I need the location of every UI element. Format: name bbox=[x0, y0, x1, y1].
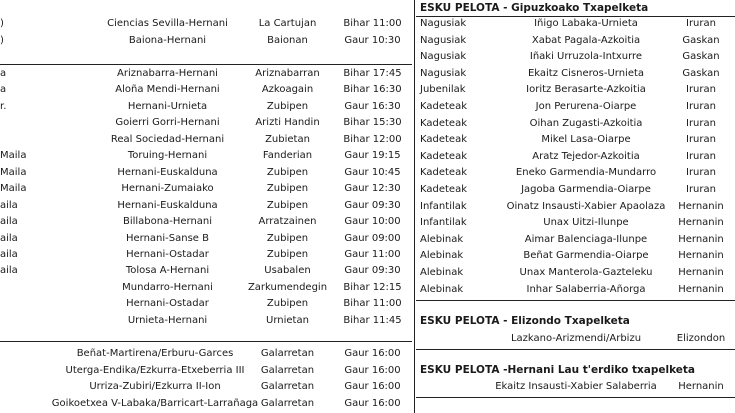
players-cell: Oihan Zugasti-Azkoitia bbox=[529, 117, 643, 129]
team-cell: aila bbox=[0, 232, 18, 244]
table-row bbox=[416, 232, 735, 248]
place-cell: Iruran bbox=[686, 18, 716, 29]
time-cell: Gaur 16:00 bbox=[344, 381, 401, 392]
table-row bbox=[416, 66, 735, 82]
table-row bbox=[0, 231, 412, 247]
venue-cell: Fanderian bbox=[262, 150, 313, 162]
table-row bbox=[0, 82, 412, 98]
venue-cell: Ariznabarran bbox=[255, 68, 320, 79]
time-cell: Gaur 09:00 bbox=[344, 232, 401, 244]
table-row bbox=[0, 115, 412, 131]
team-cell: aila bbox=[0, 248, 18, 260]
match-cell: Hernani-Ostadar bbox=[126, 298, 209, 310]
players-cell: Xabat Pagala-Azkoitia bbox=[531, 34, 641, 46]
section-title: ESKU PELOTA - Elizondo Txapelketa bbox=[420, 315, 630, 327]
players-cell: Iñigo Labaka-Urnieta bbox=[534, 18, 638, 29]
match-cell: Hernani-Ostadar bbox=[126, 248, 209, 260]
table-row bbox=[0, 99, 412, 115]
time-cell: Bihar 11:00 bbox=[343, 298, 402, 310]
table-row bbox=[416, 282, 735, 298]
divider bbox=[416, 349, 735, 350]
venue-cell: Arizti Handin bbox=[255, 117, 320, 129]
category-cell: Nagusiak bbox=[420, 67, 467, 79]
team-cell: Maila bbox=[0, 183, 27, 195]
team-cell: ) bbox=[0, 18, 4, 29]
table-row bbox=[416, 199, 735, 215]
players-cell: Iñaki Urruzola-Intxurre bbox=[529, 51, 643, 63]
time-cell: Gaur 09:30 bbox=[344, 265, 401, 277]
place-cell: Iruran bbox=[686, 184, 716, 195]
venue-cell: Zubipen bbox=[266, 199, 309, 211]
time-cell: Gaur 11:00 bbox=[344, 248, 401, 260]
table-row bbox=[0, 165, 412, 181]
category-cell: Jubenilak bbox=[420, 84, 466, 96]
category-cell: Kadeteak bbox=[420, 134, 468, 146]
players-cell: Oinatz Insausti-Xabier Apaolaza bbox=[506, 200, 666, 212]
place-cell: Hernanin bbox=[678, 283, 724, 295]
table-row bbox=[416, 49, 735, 65]
match-cell: Uterga-Endika/Ezkurra-Etxeberria III bbox=[65, 364, 245, 376]
table-row bbox=[0, 198, 412, 214]
match-cell: Hernani-Zumaiako bbox=[121, 183, 214, 195]
time-cell: Gaur 16:30 bbox=[344, 100, 401, 112]
category-cell: Infantilak bbox=[420, 200, 467, 212]
team-cell: a bbox=[0, 68, 7, 79]
category-cell: Alebinak bbox=[420, 283, 464, 295]
place-cell: Iruran bbox=[686, 150, 716, 162]
place-cell: Iruran bbox=[686, 167, 716, 179]
match-cell: Hernani-Euskalduna bbox=[117, 166, 218, 178]
match-cell: Mundarro-Hernani bbox=[122, 281, 213, 293]
place-cell: Hernanin bbox=[678, 250, 724, 262]
table-row bbox=[416, 149, 735, 165]
category-cell: Nagusiak bbox=[420, 18, 467, 29]
table-row bbox=[0, 148, 412, 164]
table-row bbox=[416, 165, 735, 181]
venue-cell: Zubipen bbox=[266, 183, 309, 195]
table-row bbox=[416, 82, 735, 98]
players-cell: Beñat Garmendia-Oiarpe bbox=[523, 250, 649, 262]
place-cell: Iruran bbox=[686, 117, 716, 129]
venue-cell: Baionan bbox=[267, 35, 308, 46]
venue-cell: Usabalen bbox=[264, 265, 311, 277]
players-cell: Inhar Salaberria-Añorga bbox=[526, 283, 646, 295]
category-cell: Kadeteak bbox=[420, 150, 468, 162]
team-cell: Maila bbox=[0, 150, 27, 162]
players-cell: Jon Perurena-Oiarpe bbox=[535, 101, 637, 112]
venue-cell: Arratzainen bbox=[258, 216, 317, 228]
match-cell: Baiona-Hernani bbox=[128, 35, 207, 46]
table-row bbox=[416, 182, 735, 198]
divider bbox=[0, 64, 412, 65]
venue-cell: Galarretan bbox=[260, 364, 315, 376]
venue-cell: Zubietan bbox=[265, 133, 310, 145]
players-cell: Mikel Lasa-Oiarpe bbox=[541, 134, 631, 146]
venue-cell: Galarretan bbox=[260, 348, 315, 359]
table-row bbox=[416, 132, 735, 148]
team-cell: r. bbox=[0, 100, 7, 112]
time-cell: Gaur 09:30 bbox=[344, 199, 401, 211]
category-cell: Kadeteak bbox=[420, 117, 468, 129]
match-cell: Hernani-Sanse B bbox=[125, 232, 209, 244]
category-cell: Kadeteak bbox=[420, 101, 468, 112]
players-cell: Aimar Balenciaga-Ilunpe bbox=[524, 233, 648, 245]
match-cell: Beñat-Martirena/Erburu-Garces bbox=[76, 348, 234, 359]
place-cell: Hernanin bbox=[678, 267, 724, 278]
match-cell: Tolosa A-Hernani bbox=[125, 265, 210, 277]
table-row bbox=[0, 16, 412, 32]
venue-cell: Zubipen bbox=[266, 248, 309, 260]
team-cell: aila bbox=[0, 216, 18, 228]
venue-cell: La Cartujan bbox=[258, 18, 317, 29]
team-cell: aila bbox=[0, 265, 18, 277]
match-cell: Hernani-Euskalduna bbox=[117, 199, 218, 211]
match-cell: Hernani-Urnieta bbox=[127, 100, 208, 112]
players-cell: Eneko Garmendia-Mundarro bbox=[515, 167, 657, 179]
venue-cell: Zubipen bbox=[266, 298, 309, 310]
table-row bbox=[0, 214, 412, 230]
venue-cell: Zarkumendegin bbox=[247, 281, 328, 293]
table-row bbox=[0, 313, 412, 329]
table-row bbox=[416, 379, 735, 395]
players-cell: Lazkano-Arizmendi/Arbizu bbox=[510, 333, 642, 344]
match-cell: Billabona-Hernani bbox=[122, 216, 213, 228]
table-row bbox=[416, 116, 735, 132]
match-cell: Urriza-Zubiri/Ezkurra II-Ion bbox=[89, 381, 221, 392]
players-cell: Ioritz Berasarte-Azkoitia bbox=[526, 84, 646, 96]
venue-cell: Zubipen bbox=[266, 166, 309, 178]
divider bbox=[416, 397, 735, 398]
venue-cell: Zubipen bbox=[266, 100, 309, 112]
table-row bbox=[416, 248, 735, 264]
time-cell: Gaur 16:00 bbox=[344, 364, 401, 376]
players-cell: Unax Manterola-Gazteleku bbox=[519, 267, 653, 278]
time-cell: Bihar 12:15 bbox=[343, 281, 402, 293]
category-cell: Kadeteak bbox=[420, 167, 468, 179]
place-cell: Hernanin bbox=[678, 381, 724, 392]
players-cell: Ekaitz Cisneros-Urnieta bbox=[527, 67, 645, 79]
time-cell: Bihar 17:45 bbox=[343, 68, 402, 79]
venue-cell: Urnietan bbox=[266, 314, 309, 326]
time-cell: Gaur 10:00 bbox=[344, 216, 401, 228]
match-cell: Goikoetxea V-Labaka/Barricart-Larrañaga bbox=[51, 397, 259, 409]
team-cell: ) bbox=[0, 35, 4, 46]
place-cell: Hernanin bbox=[678, 233, 724, 245]
time-cell: Bihar 12:00 bbox=[343, 133, 402, 145]
place-cell: Hernanin bbox=[678, 217, 724, 229]
table-row bbox=[416, 331, 735, 347]
match-cell: Urnieta-Hernani bbox=[127, 314, 208, 326]
place-cell: Iruran bbox=[686, 134, 716, 146]
table-row bbox=[416, 99, 735, 115]
column-divider bbox=[414, 0, 415, 413]
table-row bbox=[0, 396, 412, 412]
table-row bbox=[0, 181, 412, 197]
match-cell: Ariznabarra-Hernani bbox=[117, 68, 218, 79]
venue-cell: Azkoagain bbox=[261, 84, 314, 96]
table-row bbox=[0, 346, 412, 362]
category-cell: Kadeteak bbox=[420, 184, 468, 195]
time-cell: Gaur 12:30 bbox=[344, 183, 401, 195]
team-cell: aila bbox=[0, 199, 18, 211]
divider bbox=[416, 300, 735, 301]
table-row bbox=[0, 132, 412, 148]
section-title: ESKU PELOTA - Gipuzkoako Txapelketa bbox=[420, 2, 649, 14]
time-cell: Gaur 10:30 bbox=[344, 35, 401, 46]
time-cell: Gaur 10:45 bbox=[344, 166, 401, 178]
team-cell: a bbox=[0, 84, 7, 96]
right-schedule bbox=[416, 0, 735, 413]
match-cell: Goierri Gorri-Hernani bbox=[115, 117, 220, 129]
category-cell: Alebinak bbox=[420, 250, 464, 262]
table-row bbox=[0, 247, 412, 263]
table-row bbox=[0, 280, 412, 296]
time-cell: Bihar 15:30 bbox=[343, 117, 402, 129]
players-cell: Jagoba Garmendia-Oiarpe bbox=[521, 184, 651, 195]
table-row bbox=[0, 66, 412, 82]
table-row bbox=[416, 265, 735, 281]
players-cell: Unax Uitzi-Ilunpe bbox=[543, 217, 629, 229]
place-cell: Hernanin bbox=[678, 200, 724, 212]
team-cell: Maila bbox=[0, 166, 27, 178]
time-cell: Bihar 16:30 bbox=[343, 84, 402, 96]
table-row bbox=[416, 33, 735, 49]
match-cell: Toruing-Hernani bbox=[127, 150, 208, 162]
category-cell: Infantilak bbox=[420, 217, 467, 229]
divider bbox=[0, 341, 412, 342]
venue-cell: Galarretan bbox=[260, 381, 315, 392]
table-row bbox=[0, 33, 412, 49]
time-cell: Gaur 16:00 bbox=[344, 397, 401, 409]
venue-cell: Zubipen bbox=[266, 232, 309, 244]
players-cell: Ekaitz Insausti-Xabier Salaberria bbox=[495, 381, 657, 392]
players-cell: Aratz Tejedor-Azkoitia bbox=[532, 150, 640, 162]
match-cell: Aloña Mendi-Hernani bbox=[115, 84, 220, 96]
table-row bbox=[0, 263, 412, 279]
time-cell: Bihar 11:00 bbox=[343, 18, 402, 29]
table-row bbox=[416, 215, 735, 231]
time-cell: Gaur 19:15 bbox=[344, 150, 401, 162]
place-cell: Gaskan bbox=[682, 67, 720, 79]
match-cell: Ciencias Sevilla-Hernani bbox=[107, 18, 228, 29]
table-row bbox=[0, 379, 412, 395]
time-cell: Bihar 11:45 bbox=[343, 314, 402, 326]
place-cell: Gaskan bbox=[682, 34, 720, 46]
section-title: ESKU PELOTA -Hernani Lau t'erdiko txapelketa bbox=[420, 364, 696, 376]
table-row bbox=[0, 363, 412, 379]
match-cell: Real Sociedad-Hernani bbox=[110, 133, 225, 145]
place-cell: Iruran bbox=[686, 101, 716, 112]
category-cell: Alebinak bbox=[420, 233, 464, 245]
place-cell: Iruran bbox=[686, 84, 716, 96]
category-cell: Alebinak bbox=[420, 267, 464, 278]
table-row bbox=[0, 296, 412, 312]
category-cell: Nagusiak bbox=[420, 51, 467, 63]
place-cell: Elizondon bbox=[676, 333, 726, 344]
table-row bbox=[416, 16, 735, 32]
place-cell: Gaskan bbox=[682, 51, 720, 63]
category-cell: Nagusiak bbox=[420, 34, 467, 46]
venue-cell: Galarretan bbox=[260, 397, 315, 409]
time-cell: Gaur 16:00 bbox=[344, 348, 401, 359]
